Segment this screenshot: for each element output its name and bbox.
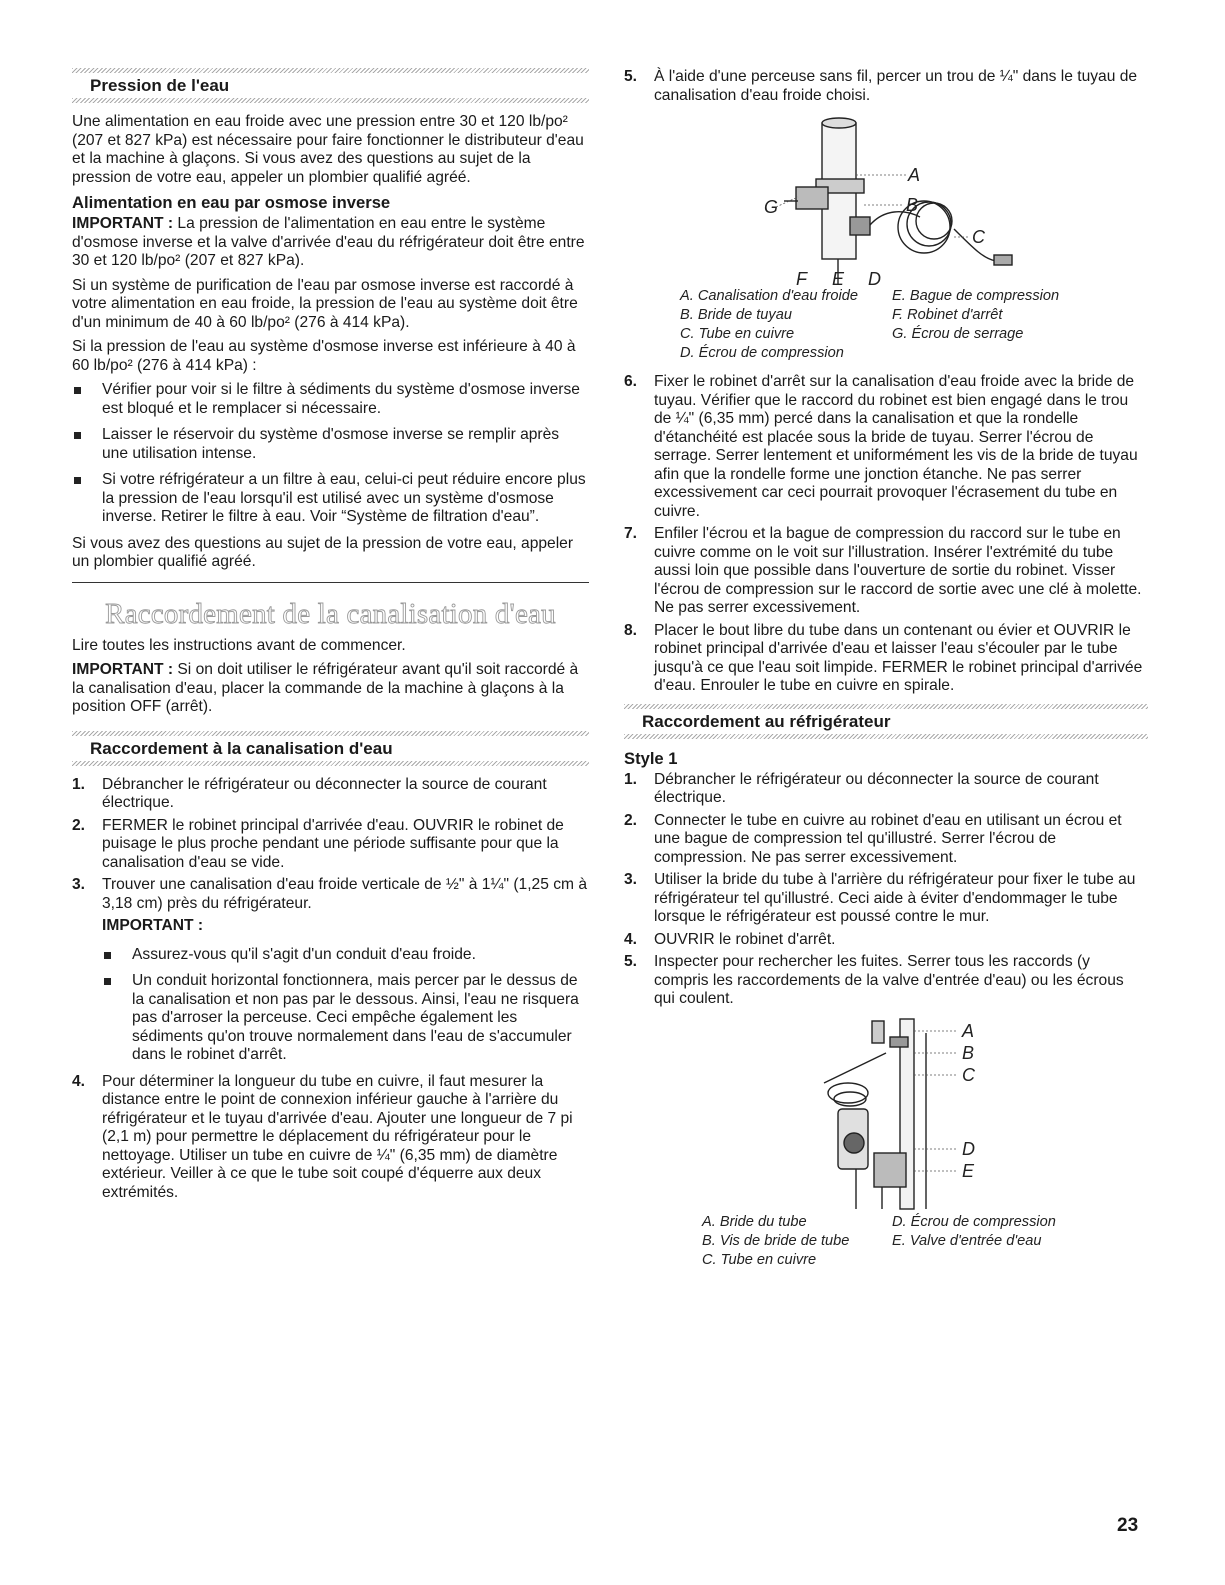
water-valve-illustration bbox=[624, 1013, 1148, 1213]
step-text: Débrancher le réfrigérateur ou déconnecter la source de courant électrique. bbox=[102, 775, 547, 811]
raccordement-section-title: Raccordement de la canalisation d'eau bbox=[105, 597, 556, 630]
important-text: Si on doit utiliser le réfrigérateur avant qu'il soit raccordé à la canalisation d'eau, placer la commande de la machine à glaçons à la position OFF (arrêt). bbox=[72, 661, 579, 715]
fig1-caption-left bbox=[680, 287, 892, 363]
list-item bbox=[624, 871, 1148, 927]
fig1-label-a: A bbox=[908, 165, 921, 185]
caption-item: D. Écrou de compression bbox=[892, 1213, 1056, 1230]
fig1-label-f: F bbox=[796, 269, 807, 287]
step-5-list bbox=[624, 68, 1148, 105]
shutoff-valve-illustration bbox=[624, 109, 1148, 287]
step-text: À l'aide d'une perceuse sans fil, percer un trou de ¼" dans le tuyau de canalisation d'eau froide choisi. bbox=[654, 68, 1138, 104]
step-number: 8. bbox=[624, 621, 638, 639]
caption-item: A. Bride du tube bbox=[702, 1213, 807, 1230]
step-text: Débrancher le réfrigérateur ou déconnecter la source de courant électrique. bbox=[654, 770, 1099, 806]
step-text: Pour déterminer la longueur du tube en cuivre, il faut mesurer la distance entre le point de connexion inférieur gauche à l'arrière du réfrigérateur et le tuyau d'arrivée d'eau. Ajouter une longueur de 7 pi (2,1 m) pour permettre le déplacement du réfrigérateur pour le nettoyage. Utiliser un tube en cuivre de ¼" (6,35 mm) de diamètre extérieur. Veiller à ce que le tube soit coupé d'équerre aux deux extrémités. bbox=[102, 1072, 573, 1201]
list-item bbox=[624, 622, 1148, 696]
step-number: 3. bbox=[624, 871, 638, 888]
list-item: Un conduit horizontal fonctionnera, mais percer par le dessus de la canalisation et non pas par le dessous. Ainsi, l'eau ne risquera pas d'arroser la perceuse. Ceci empêche également les sédiments qu'on trouve normalement dans l'eau de s'accumuler dans le robinet d'arrêt. bbox=[102, 972, 589, 1065]
section-pression bbox=[72, 68, 589, 103]
section-raccord-canal bbox=[72, 731, 589, 766]
list-item bbox=[624, 953, 1148, 1009]
osmose-bullet-list bbox=[72, 381, 589, 527]
caption-item: A. Canalisation d'eau froide bbox=[680, 288, 859, 304]
caption-item: E. Valve d'entrée d'eau bbox=[892, 1232, 1042, 1249]
list-item bbox=[624, 812, 1148, 868]
osmose-title: Alimentation en eau par osmose inverse bbox=[72, 193, 391, 212]
section-raccord-frigo bbox=[624, 704, 1148, 739]
list-item bbox=[72, 776, 589, 813]
step-number: 5. bbox=[624, 953, 638, 970]
raccord-frigo-title: Raccordement au réfrigérateur bbox=[642, 711, 891, 731]
step-number: 3. bbox=[72, 876, 86, 893]
step-text: Placer le bout libre du tube dans un contenant ou évier et OUVRIR le robinet principal d'arrivée d'eau et laisser l'eau s'écouler par le tube jusqu'à ce que l'eau soit limpide. FERMER le robinet principal d'arrivée d'eau. Enrouler le tube en cuivre en spirale. bbox=[654, 621, 1143, 694]
list-item bbox=[624, 68, 1148, 105]
fig1-caption bbox=[680, 287, 1148, 363]
page-number: 23 bbox=[1117, 1515, 1139, 1536]
step-number: 5. bbox=[624, 68, 638, 85]
left-column bbox=[72, 68, 589, 1206]
caption-item: C. Tube en cuivre bbox=[702, 1251, 817, 1268]
fig2-caption bbox=[702, 1213, 1148, 1270]
raccordement-important bbox=[72, 661, 589, 717]
caption-item: B. Bride de tuyau bbox=[680, 307, 792, 323]
style-1-heading: Style 1 bbox=[624, 748, 678, 768]
list-item bbox=[624, 771, 1148, 808]
list-item bbox=[72, 817, 589, 873]
header-rule-top bbox=[72, 731, 589, 736]
step-text: Utiliser la bride du tube à l'arrière du réfrigérateur pour fixer le tube au réfrigérateur tel qu'illustré. Ceci aide à éviter d'endommager le tube lorsque le réfrigérateur est poussé contre le mur. bbox=[654, 871, 1136, 925]
step-number: 1. bbox=[624, 770, 638, 788]
fig1-label-e: E bbox=[832, 269, 845, 287]
list-item: Si votre réfrigérateur a un filtre à eau, celui-ci peut réduire encore plus la pression de l'eau lorsqu'il est utilisé avec un système d'osmose inverse. Retirer le filtre à eau. Voir “Système de filtration d'eau”. bbox=[72, 471, 589, 527]
list-item bbox=[72, 876, 589, 1065]
step-number: 2. bbox=[624, 811, 638, 829]
header-rule-top bbox=[624, 704, 1148, 709]
fig1-caption-right bbox=[892, 287, 1112, 363]
list-item bbox=[624, 525, 1148, 618]
step3-bullet-list bbox=[102, 946, 589, 1065]
step-number: 4. bbox=[72, 1072, 86, 1090]
step3-important-label: IMPORTANT : bbox=[102, 917, 204, 934]
list-item bbox=[624, 373, 1148, 521]
shutoff-valve-figure bbox=[624, 109, 1148, 287]
important-label: IMPORTANT : bbox=[72, 215, 174, 232]
header-rule-bottom bbox=[624, 734, 1148, 739]
header-rule-bottom bbox=[72, 98, 589, 103]
fig2-label-d: D bbox=[962, 1138, 975, 1159]
step-text: FERMER le robinet principal d'arrivée d'eau. OUVRIR le robinet de puisage le plus proche pendant une période suffisante pour que la canalisation d'eau se vide. bbox=[102, 816, 564, 871]
fig1-label-c: C bbox=[972, 227, 985, 247]
pression-paragraph: Une alimentation en eau froide avec une pression entre 30 et 120 lb/po² (207 et 827 kPa) est nécessaire pour faire fonctionner le distributeur d'eau et la machine à glaçons. Si vous avez des questions au sujet de la pression de votre eau, appeler un plombier qualifié agréé. bbox=[72, 113, 584, 186]
list-item: Laisser le réservoir du système d'osmose inverse se remplir après une utilisation intense. bbox=[72, 426, 589, 463]
caption-item: E. Bague de compression bbox=[892, 288, 1060, 304]
raccord-canal-title: Raccordement à la canalisation d'eau bbox=[90, 738, 393, 758]
fig2-label-e: E bbox=[962, 1160, 975, 1181]
fig2-caption-left bbox=[702, 1213, 892, 1270]
fig1-label-b: B bbox=[906, 195, 919, 215]
steps-6-8 bbox=[624, 373, 1148, 696]
osmose-paragraph-3: Si la pression de l'eau au système d'osmose inverse est inférieure à 40 à 60 lb/po² (276 à 414 kPa) : bbox=[72, 338, 576, 374]
step-number: 1. bbox=[72, 775, 86, 793]
osmose-paragraph-4: Si vous avez des questions au sujet de la pression de votre eau, appeler un plombier qualifié agréé. bbox=[72, 534, 574, 570]
step-text: Trouver une canalisation d'eau froide verticale de ½" à 1¼" (1,25 cm à 3,18 cm) près du réfrigérateur. bbox=[102, 876, 588, 912]
raccordement-intro: Lire toutes les instructions avant de commencer. bbox=[72, 636, 406, 654]
fig2-label-b: B bbox=[962, 1042, 975, 1063]
important-label: IMPORTANT : bbox=[72, 661, 174, 678]
fig2-caption-right bbox=[892, 1213, 1112, 1270]
list-item bbox=[72, 1073, 589, 1203]
step-number: 4. bbox=[624, 930, 638, 948]
step-text: OUVRIR le robinet d'arrêt. bbox=[654, 930, 836, 948]
list-item: Vérifier pour voir si le filtre à sédiments du système d'osmose inverse est bloqué et le remplacer si nécessaire. bbox=[72, 381, 589, 418]
caption-item: B. Vis de bride de tube bbox=[702, 1232, 850, 1249]
osmose-important bbox=[72, 215, 589, 271]
fig1-label-d: D bbox=[868, 269, 881, 287]
raccord-canal-steps bbox=[72, 776, 589, 1203]
fig2-label-c: C bbox=[962, 1064, 975, 1085]
caption-item: G. Écrou de serrage bbox=[892, 326, 1024, 342]
header-rule-bottom bbox=[72, 761, 589, 766]
water-valve-figure bbox=[624, 1013, 1148, 1213]
list-item: Assurez-vous qu'il s'agit d'un conduit d'eau froide. bbox=[102, 946, 589, 965]
caption-item: C. Tube en cuivre bbox=[680, 326, 795, 342]
fig2-label-a: A bbox=[962, 1020, 975, 1041]
list-item bbox=[624, 931, 1148, 950]
osmose-paragraph-2: Si un système de purification de l'eau par osmose inverse est raccordé à votre alimentation en eau froide, la pression de l'eau au système doit être d'un minimum de 40 à 60 lb/po² (276 à 414 kPa). bbox=[72, 276, 578, 331]
step-number: 6. bbox=[624, 373, 638, 390]
caption-item: D. Écrou de compression bbox=[680, 345, 844, 361]
step-text: Connecter le tube en cuivre au robinet d'eau en utilisant un écrou et une bague de compression tel qu'illustré. Serrer l'écrou de compression. Ne pas serrer excessivement. bbox=[654, 811, 1122, 866]
step-number: 2. bbox=[72, 816, 86, 834]
step-text: Fixer le robinet d'arrêt sur la canalisation d'eau froide avec la bride de tuyau. Vérifier que le raccord du robinet est bien engagé dans le trou de ¼" (6,35 mm) percé dans la canalisation et que la rondelle d'étanchéité est placée sous la bride de tuyau. Serrer l'écrou de serrage. Serrer lentement et uniformément les vis de la bride de tuyau afin que la rondelle forme une jonction étanche. Ne pas serrer excessivement car ceci pourrait provoquer l'écrasement du tube en cuivre. bbox=[654, 373, 1138, 520]
step-text: Enfiler l'écrou et la bague de compression du raccord sur le tube en cuivre comme on le voit sur l'illustration. Insérer l'extrémité du tube aussi loin que possible dans l'ouverture de sortie du robinet. Visser l'écrou de compression sur le raccord de sortie avec une clé à molette. Ne pas serrer excessivement. bbox=[654, 525, 1142, 616]
step-text: Inspecter pour rechercher les fuites. Serrer tous les raccords (y compris les raccordements de la valve d'entrée d'eau) ou les écrous qui coulent. bbox=[654, 953, 1124, 1007]
header-rule-top bbox=[72, 68, 589, 73]
raccord-frigo-steps bbox=[624, 771, 1148, 1009]
fig1-label-g: G bbox=[764, 197, 779, 217]
important-text: La pression de l'alimentation en eau entre le système d'osmose inverse et la valve d'arrivée d'eau du réfrigérateur doit être entre 30 et 120 lb/po² (207 et 827 kPa). bbox=[72, 215, 585, 269]
step-number: 7. bbox=[624, 525, 638, 542]
right-column bbox=[624, 68, 1148, 1270]
pression-title: Pression de l'eau bbox=[90, 76, 230, 95]
caption-item: F. Robinet d'arrêt bbox=[892, 307, 1003, 323]
